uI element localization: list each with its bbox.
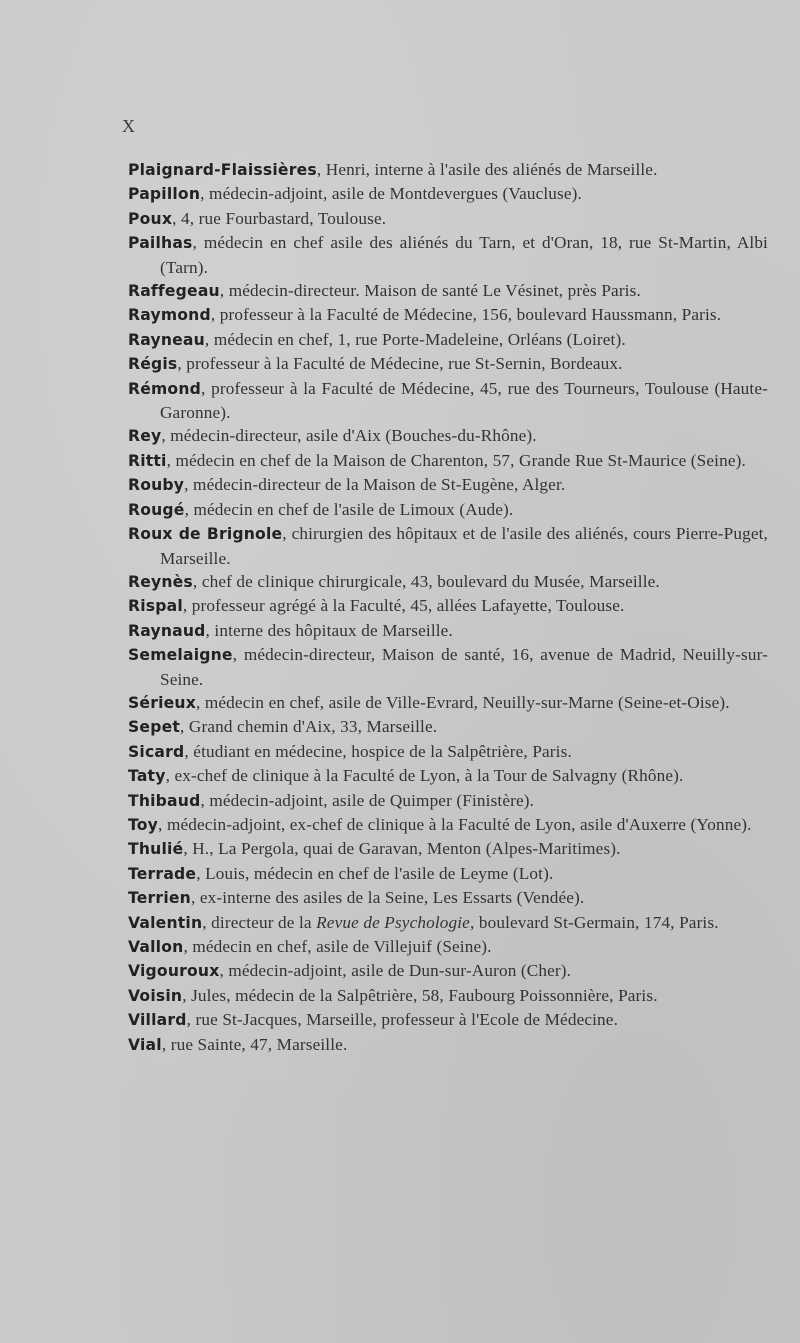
list-item — [128, 473, 768, 497]
entry-text: , médecin en chef de l'asile de Limoux (Aude). — [184, 499, 514, 519]
list-item — [128, 984, 768, 1008]
entry-text: , professeur à la Faculté de Médecine, 156, boulevard Haussmann, Paris. — [210, 305, 722, 325]
list-item — [128, 813, 768, 837]
entry-name: Sepet — [128, 718, 180, 737]
entry-name: Thibaud — [128, 791, 201, 810]
entry-name: Raymond — [128, 306, 211, 325]
entry-journal-title: Revue de Psychologie — [316, 912, 470, 932]
entry-name: Reynès — [128, 572, 193, 591]
entry-name: Taty — [128, 767, 166, 786]
entry-text: , ex-chef de clinique à la Faculté de Lyon, à la Tour de Salvagny (Rhône). — [165, 766, 684, 786]
list-item — [128, 1033, 768, 1057]
entry-name: Voisin — [128, 986, 183, 1005]
list-item — [128, 959, 768, 983]
entry-name: Rémond — [128, 379, 202, 398]
list-item — [128, 158, 768, 182]
entry-text: , médecin en chef de la Maison de Charenton, 57, Grande Rue St-Maurice (Seine). — [166, 450, 746, 470]
entry-text: , médecin-directeur, asile d'Aix (Bouches-du-Rhône). — [161, 426, 537, 446]
entry-text: , rue St-Jacques, Marseille, professeur à l'Ecole de Médecine. — [186, 1010, 619, 1030]
list-item — [128, 715, 768, 739]
list-item — [128, 764, 768, 788]
entry-name: Raynaud — [128, 621, 206, 640]
entry-text: , médecin-directeur. Maison de santé Le Vésinet, près Paris. — [219, 281, 641, 301]
list-item — [128, 231, 768, 279]
entry-name: Papillon — [128, 185, 201, 204]
list-item — [128, 935, 768, 959]
list-item — [128, 377, 768, 425]
list-item — [128, 886, 768, 910]
entry-text: , 4, rue Fourbastard, Toulouse. — [172, 208, 387, 228]
entry-name: Rey — [128, 427, 162, 446]
entry-text: , directeur de la — [202, 912, 317, 932]
entry-text: , étudiant en médecine, hospice de la Salpêtrière, Paris. — [184, 741, 572, 761]
entry-name: Vallon — [128, 938, 184, 956]
entry-text: , rue Sainte, 47, Marseille. — [161, 1034, 348, 1054]
entry-name: Rayneau — [128, 330, 205, 349]
entry-text: , Jules, médecin de la Salpêtrière, 58, Faubourg Poissonnière, Paris. — [182, 985, 658, 1005]
list-item — [128, 862, 768, 886]
list-item — [128, 498, 768, 522]
entry-text: , médecin-adjoint, asile de Dun-sur-Auron (Cher). — [219, 961, 572, 981]
entry-text: , médecin-adjoint, asile de Quimper (Finistère). — [200, 790, 535, 810]
list-item — [128, 449, 768, 473]
entry-name: Régis — [128, 355, 178, 374]
list-item — [128, 837, 768, 861]
entry-name: Roux de Brignole — [128, 525, 283, 544]
entry-name: Valentin — [128, 913, 203, 932]
entry-text: , Louis, médecin en chef de l'asile de Leyme (Lot). — [196, 863, 554, 883]
entry-text: , ex-interne des asiles de la Seine, Les Essarts (Vendée). — [190, 888, 585, 908]
entry-text: , professeur à la Faculté de Médecine, 45, rue des Tourneurs, Toulouse (Haute-Garonne). — [160, 378, 768, 423]
entry-text: , boulevard St-Germain, 174, Paris. — [469, 912, 719, 932]
entry-text: , chef de clinique chirurgicale, 43, boulevard du Musée, Marseille. — [192, 571, 660, 591]
list-item — [128, 619, 768, 643]
list-item — [128, 303, 768, 327]
list-item — [128, 424, 768, 448]
entry-text: , professeur agrégé à la Faculté, 45, allées Lafayette, Toulouse. — [182, 596, 625, 616]
list-item — [128, 570, 768, 594]
entry-text: , médecin en chef, asile de Villejuif (Seine). — [183, 937, 492, 956]
list-item — [128, 643, 768, 691]
entry-name: Vigouroux — [128, 962, 220, 981]
entry-name: Toy — [128, 815, 159, 834]
entry-text: , médecin-directeur, Maison de santé, 16, avenue de Madrid, Neuilly-sur-Seine. — [160, 645, 768, 689]
page-number: X — [122, 116, 136, 136]
entry-name: Poux — [128, 209, 173, 228]
entry-name: Sérieux — [128, 693, 196, 712]
list-item — [128, 740, 768, 764]
entry-text: , médecin-adjoint, asile de Montdevergues (Vaucluse). — [200, 184, 582, 204]
entry-name: Rougé — [128, 500, 185, 519]
entry-text: , Grand chemin d'Aix, 33, Marseille. — [180, 717, 438, 737]
entry-text: , interne des hôpitaux de Marseille. — [205, 620, 453, 640]
entry-name: Vial — [128, 1035, 162, 1054]
list-item — [128, 1008, 768, 1032]
entry-name: Terrade — [128, 864, 197, 883]
list-item — [128, 207, 768, 231]
entry-name: Pailhas — [128, 234, 193, 253]
entry-name: Raffegeau — [128, 282, 220, 301]
list-item — [128, 594, 768, 618]
entry-text: , médecin-adjoint, ex-chef de clinique à la Faculté de Lyon, asile d'Auxerre (Yonne). — [158, 814, 752, 834]
entry-name: Thulié — [128, 840, 184, 859]
entry-name: Plaignard-Flaissières — [128, 161, 317, 179]
entry-name: Terrien — [128, 889, 191, 908]
list-item — [128, 789, 768, 813]
entry-name: Rouby — [128, 476, 185, 495]
entry-text: , Henri, interne à l'asile des aliénés de Marseille. — [316, 160, 658, 179]
entry-text: , professeur à la Faculté de Médecine, rue St-Sernin, Bordeaux. — [177, 354, 623, 374]
list-item — [128, 352, 768, 376]
entry-text: , médecin-directeur de la Maison de St-Eugène, Alger. — [184, 475, 566, 495]
entry-text: , chirurgien des hôpitaux et de l'asile des aliénés, cours Pierre-Puget, Marseille. — [160, 524, 768, 568]
entry-name: Ritti — [128, 451, 167, 470]
entry-name: Semelaigne — [128, 646, 233, 665]
list-item — [128, 691, 768, 715]
entry-name: Villard — [128, 1011, 187, 1030]
entry-text: , médecin en chef asile des aliénés du Tarn, et d'Oran, 18, rue St-Martin, Albi (Tarn). — [160, 233, 768, 277]
list-item — [128, 182, 768, 206]
list-item — [128, 911, 768, 935]
entry-text: , médecin en chef, 1, rue Porte-Madeleine, Orléans (Loiret). — [204, 329, 626, 349]
list-item — [128, 328, 768, 352]
list-item — [128, 522, 768, 570]
entry-name: Rispal — [128, 597, 183, 616]
entry-name: Sicard — [128, 742, 185, 761]
list-item — [128, 279, 768, 303]
entry-text: , H., La Pergola, quai de Garavan, Menton (Alpes-Maritimes). — [183, 839, 621, 859]
member-list — [128, 158, 768, 1057]
entry-text: , médecin en chef, asile de Ville-Evrard, Neuilly-sur-Marne (Seine-et-Oise). — [195, 692, 730, 712]
